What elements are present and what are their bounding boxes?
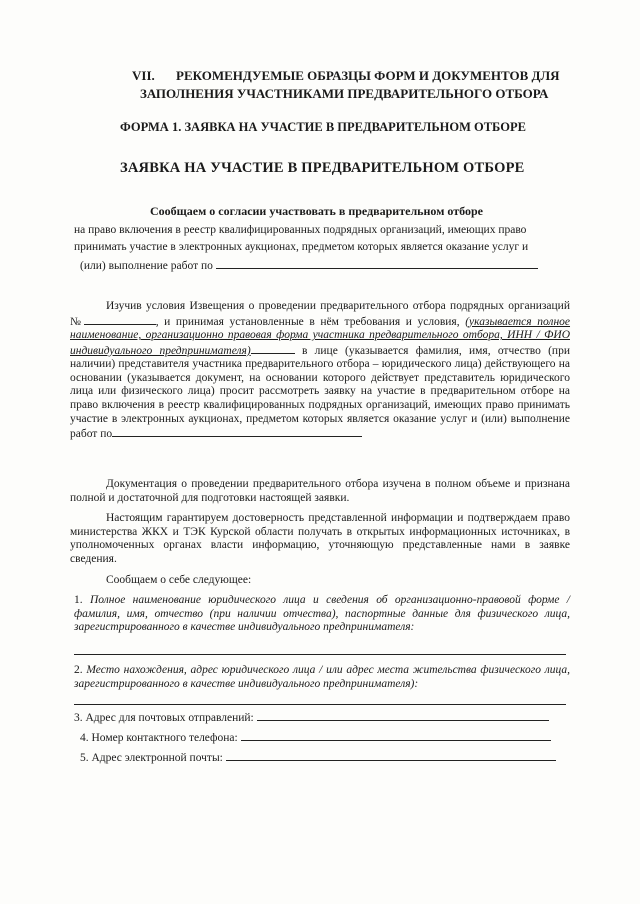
participant-field[interactable]	[251, 343, 295, 354]
para1-text-e: (указывается фамилия, имя, отчество (при наличии) представителя участника предварительного отбора – юридического лица) действующего на основании (указывается документ, на основании которого действует представитель юридического лица или физического лица) просит рассмотреть заявку на участие в предварительном отборе на право включения в реестр квалифицированных подрядных организаций, имеющих право принимать участие в электронных аукционах, предметом которых является оказание услуг и (или) выполнение работ по	[70, 344, 570, 441]
work-type-field-2[interactable]	[112, 426, 362, 437]
postal-address-field[interactable]	[257, 710, 549, 721]
item-5-text: Адрес электронной почты:	[91, 752, 223, 764]
item-4-text: Номер контактного телефона:	[91, 732, 238, 744]
email-field[interactable]	[226, 750, 556, 761]
main-title: ЗАЯВКА НА УЧАСТИЕ В ПРЕДВАРИТЕЛЬНОМ ОТБОРЕ	[120, 160, 525, 176]
section-number: VII.	[132, 68, 155, 83]
item-2-number: 2.	[74, 664, 83, 676]
para1-in-person: в лице	[301, 344, 338, 357]
item-1-number: 1.	[74, 594, 83, 606]
item-2-answer-line[interactable]	[74, 704, 566, 705]
item-4	[80, 730, 551, 744]
section-title-line2: ЗАПОЛНЕНИЯ УЧАСТНИКАМИ ПРЕДВАРИТЕЛЬНОГО ОТБОРА	[140, 86, 549, 101]
guarantee-paragraph: Настоящим гарантируем достоверность представленной информации и подтверждаем право министерства ЖКХ и ТЭК Курской области получать в открытых информационных источниках, в уполномоченных органах власти информацию, уточняющую представленные нами в заявке сведения.	[70, 512, 570, 565]
about-heading: Сообщаем о себе следующее:	[106, 574, 252, 586]
para1-participant-note: (указывается полное наименование, организационно правовая форма участника предварительного отбора, ИНН / ФИО индивидуального предпринимателя)	[70, 315, 571, 357]
para1-text-b: , и принимая установленные в нём требования и условия,	[155, 315, 460, 328]
intro-line2: принимать участие в электронных аукционах, предметом которых является оказание услуг и	[74, 241, 529, 253]
item-5	[80, 750, 556, 764]
documentation-paragraph: Документация о проведении предварительного отбора изучена в полном объеме и признана полной и достаточной для подготовки настоящей заявки.	[70, 478, 570, 504]
item-2	[74, 664, 570, 691]
item-1-answer-line[interactable]	[74, 654, 566, 655]
intro-line3-text: (или) выполнение работ по	[80, 260, 213, 272]
item-4-number: 4.	[80, 732, 89, 744]
phone-field[interactable]	[241, 730, 551, 741]
para1-text-a: Изучив условия Извещения о проведении предварительного отбора подрядных организаций №	[70, 300, 570, 328]
item-1	[74, 594, 570, 635]
item-3	[74, 710, 549, 724]
intro-line3	[80, 258, 538, 272]
application-paragraph	[70, 300, 570, 442]
item-1-text: Полное наименование юридического лица и сведения об организационно-правовой форме / фамилия, имя, отчество (при наличии отчества), паспортные данные для физического лица, зарегистрированного в качестве индивидуального предпринимателя:	[74, 594, 571, 634]
subtitle: Сообщаем о согласии участвовать в предварительном отборе	[150, 204, 483, 218]
notice-number-field[interactable]	[84, 314, 156, 325]
intro-line1: на право включения в реестр квалифицированных подрядных организаций, имеющих право	[74, 224, 527, 236]
item-5-number: 5.	[80, 752, 89, 764]
form-title: ФОРМА 1. ЗАЯВКА НА УЧАСТИЕ В ПРЕДВАРИТЕЛЬНОМ ОТБОРЕ	[120, 120, 526, 134]
section-title-line1: РЕКОМЕНДУЕМЫЕ ОБРАЗЦЫ ФОРМ И ДОКУМЕНТОВ ДЛЯ	[176, 68, 560, 83]
item-3-number: 3.	[74, 712, 83, 724]
item-2-text: Место нахождения, адрес юридического лица / или адрес места жительства физического лица, зарегистрированного в качестве индивидуального предпринимателя):	[74, 664, 571, 690]
item-3-text: Адрес для почтовых отправлений:	[85, 712, 254, 724]
work-type-field[interactable]	[216, 258, 538, 269]
